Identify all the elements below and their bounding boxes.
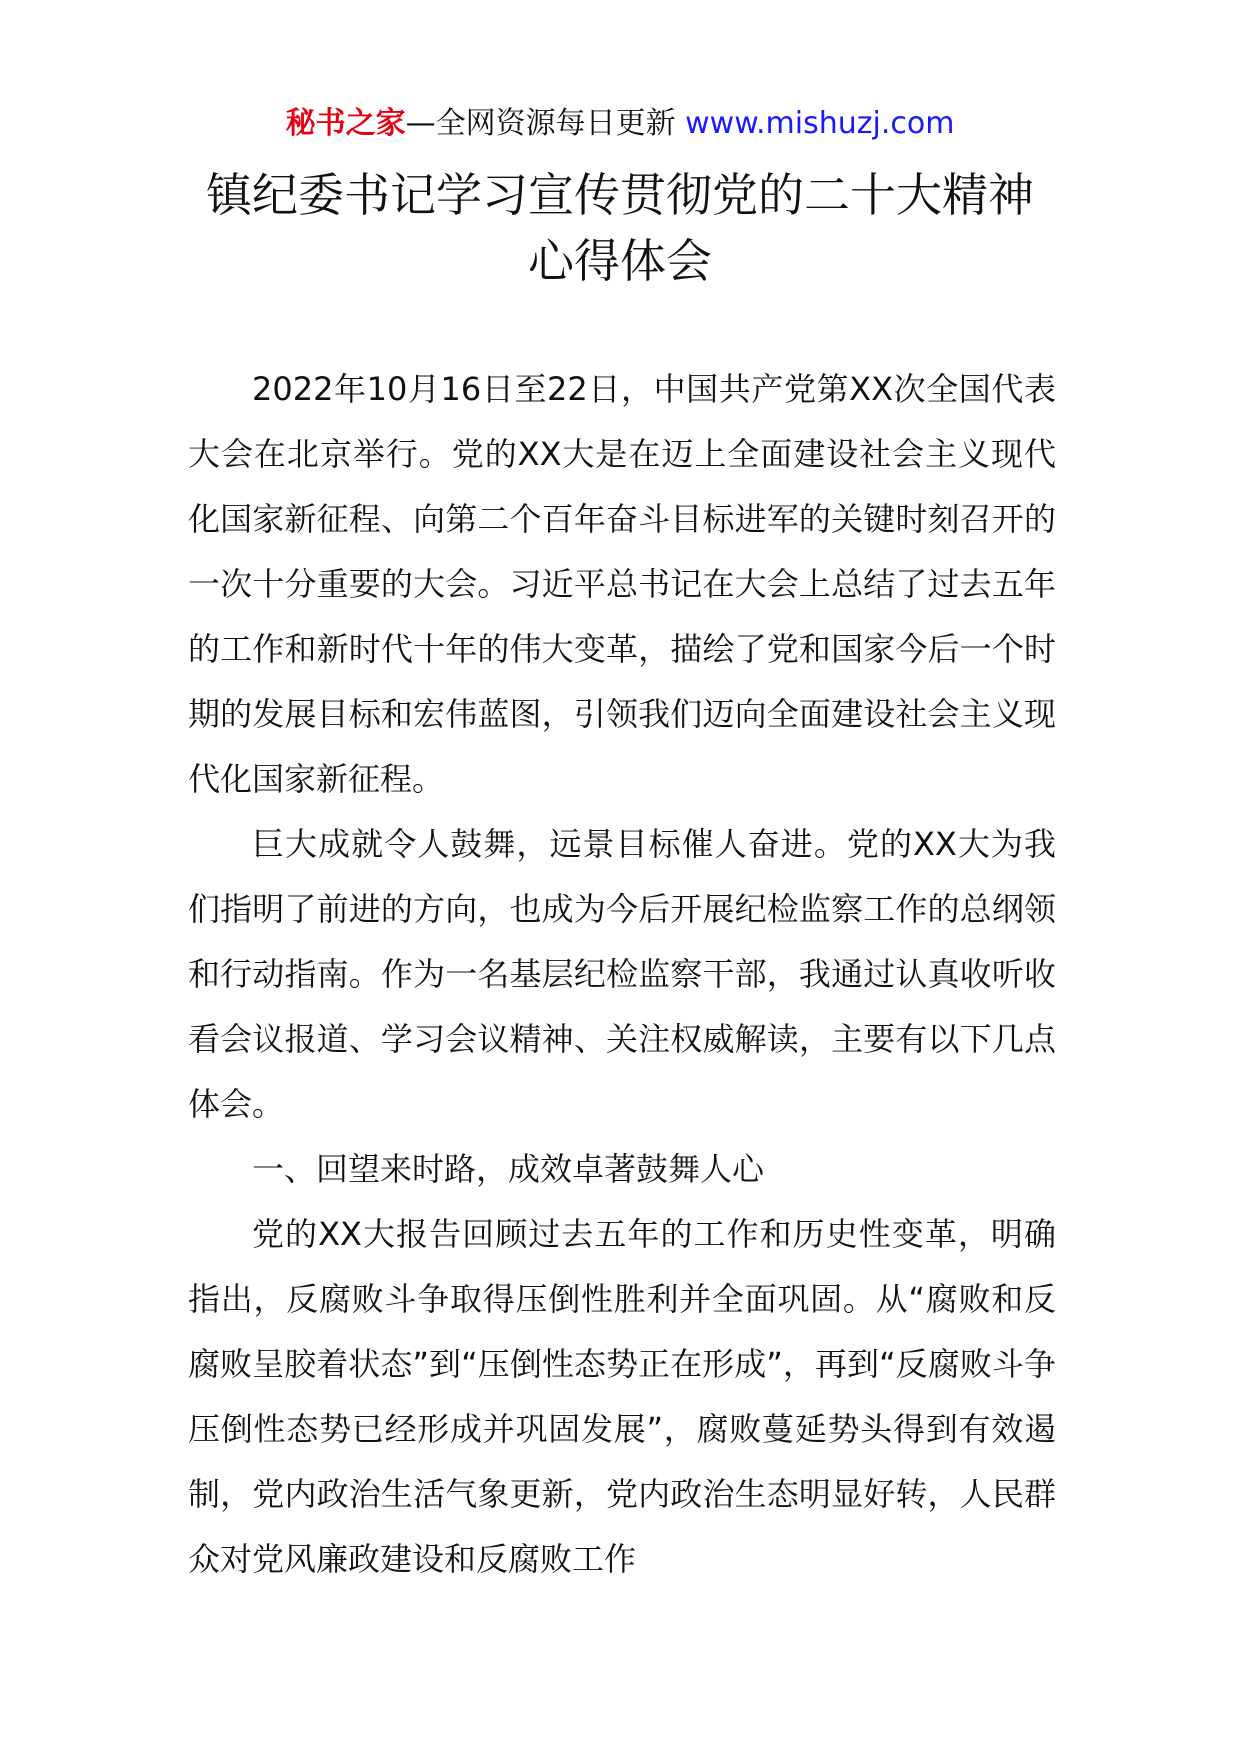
watermark-url[interactable]: www.mishuzj.com <box>685 106 955 141</box>
title-line-2: 心得体会 <box>528 234 712 288</box>
watermark-brand: 秘书之家 <box>285 106 406 141</box>
title-line-1: 镇纪委书记学习宣传贯彻党的二十大精神 <box>206 168 1034 222</box>
document-body <box>188 357 1056 1592</box>
watermark-header <box>0 100 1240 148</box>
document-title <box>170 162 1070 294</box>
paragraph-section-1: 党的XX大报告回顾过去五年的工作和历史性变革，明确指出，反腐败斗争取得压倒性胜利并全面巩固。从“腐败和反腐败呈胶着状态”到“压倒性态势正在形成”，再到“反腐败斗争压倒性态势已经形成并巩固发展”，腐败蔓延势头得到有效遏制，党内政治生活气象更新，党内政治生态明显好转，人民群众对党风廉政建设和反腐败工作 <box>188 1215 1056 1578</box>
section-heading-1: 一、回望来时路，成效卓著鼓舞人心 <box>252 1150 765 1188</box>
watermark-tagline: —全网资源每日更新 <box>405 106 686 141</box>
paragraph-achievements: 巨大成就令人鼓舞，远景目标催人奋进。党的XX大为我们指明了前进的方向，也成为今后开展纪检监察工作的总纲领和行动指南。作为一名基层纪检监察干部，我通过认真收听收看会议报道、学习会议精神、关注权威解读，主要有以下几点体会。 <box>188 825 1056 1123</box>
paragraph-intro: 2022年10月16日至22日，中国共产党第XX次全国代表大会在北京举行。党的XX大是在迈上全面建设社会主义现代化国家新征程、向第二个百年奋斗目标进军的关键时刻召开的一次十分重要的大会。习近平总书记在大会上总结了过去五年的工作和新时代十年的伟大变革，描绘了党和国家今后一个时期的发展目标和宏伟蓝图，引领我们迈向全面建设社会主义现代化国家新征程。 <box>188 370 1056 798</box>
